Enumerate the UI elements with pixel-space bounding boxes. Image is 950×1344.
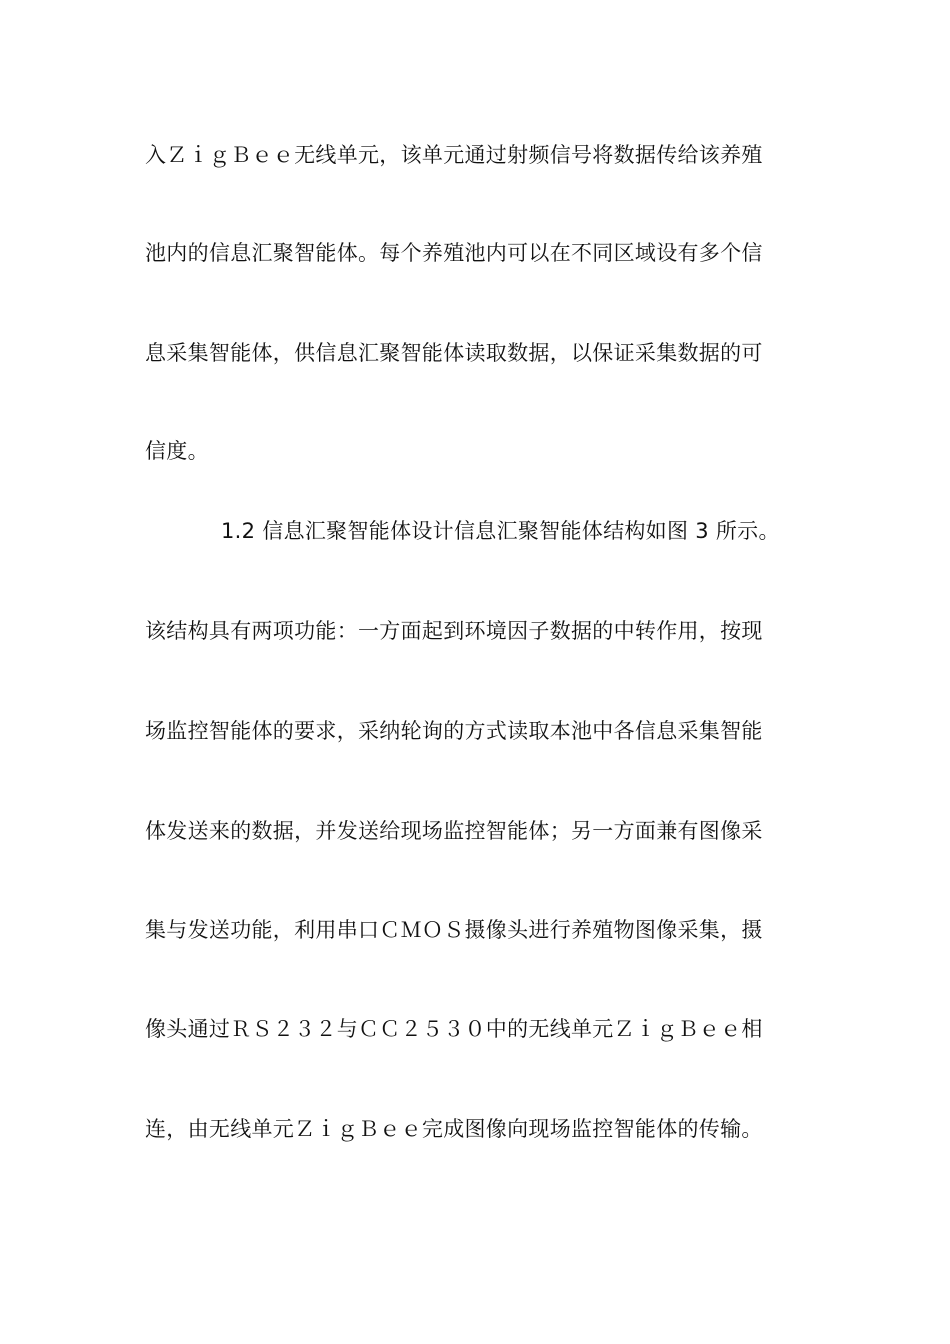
paragraph-line: 池内的信息汇聚智能体。每个养殖池内可以在不同区域设有多个信	[145, 241, 763, 265]
paragraph-line: 信度。	[145, 439, 209, 463]
paragraph-line: 入ＺｉｇＢｅｅ无线单元，该单元通过射频信号将数据传给该养殖	[145, 143, 763, 167]
paragraph-line: 集与发送功能，利用串口ＣＭＯＳ摄像头进行养殖物图像采集，摄	[145, 918, 763, 942]
paragraph-line: 像头通过ＲＳ２３２与ＣＣ２５３０中的无线单元ＺｉｇＢｅｅ相	[145, 1017, 763, 1041]
paragraph-line: 该结构具有两项功能：一方面起到环境因子数据的中转作用，按现	[145, 619, 763, 643]
section-heading-line: 1.2 信息汇聚智能体设计信息汇聚智能体结构如图 3 所示。	[221, 519, 780, 543]
paragraph-line: 连，由无线单元ＺｉｇＢｅｅ完成图像向现场监控智能体的传输。	[145, 1117, 763, 1141]
paragraph-line: 场监控智能体的要求，采纳轮询的方式读取本池中各信息采集智能	[145, 719, 763, 743]
paragraph-line: 体发送来的数据，并发送给现场监控智能体；另一方面兼有图像采	[145, 819, 763, 843]
paragraph-line: 息采集智能体，供信息汇聚智能体读取数据，以保证采集数据的可	[145, 341, 763, 365]
